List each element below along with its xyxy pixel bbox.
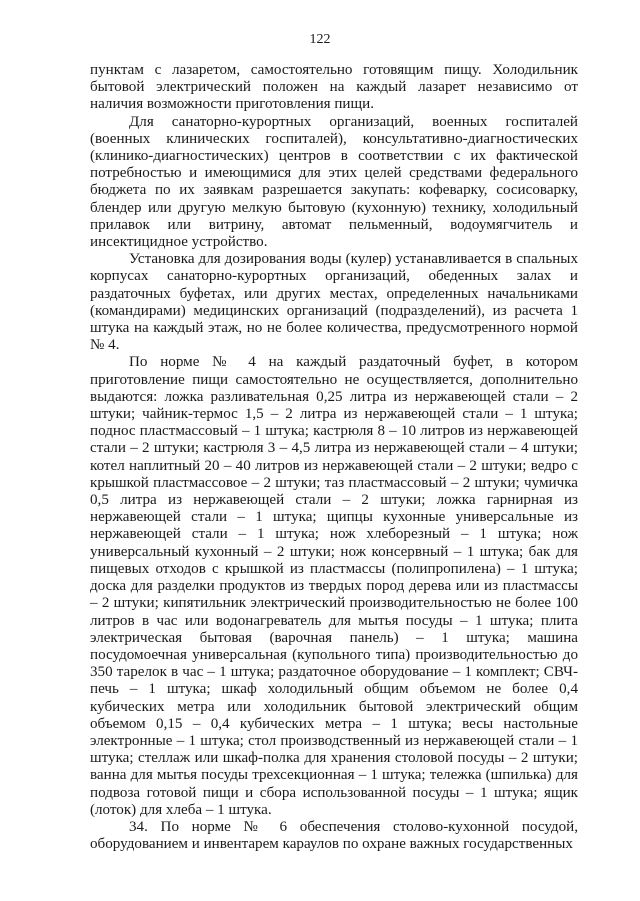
paragraph-continuation: пунктам с лазаретом, самостоятельно готовящим пищу. Холодильник бытовой электрический положен на каждый лазарет независимо от наличия возможности приготовления пищи. bbox=[90, 62, 578, 113]
page-body bbox=[90, 62, 578, 853]
paragraph-norm-4-buffet: По норме № 4 на каждый раздаточный буфет, в котором приготовление пищи самостоятельно не осуществляется, дополнительно выдаются: ложка разливательная 0,25 литра из нержавеющей стали – 2 штуки; чайник-термос 1,5 – 2 литра из нержавеющей стали – 1 штука; поднос пластмассовый – 1 штука; кастрюля 8 – 10 литров из нержавеющей стали – 2 штуки; кастрюля 3 – 4,5 литра из нержавеющей стали – 4 штуки; котел наплитный 20 – 40 литров из нержавеющей стали – 2 штуки; ведро с крышкой пластмассовое – 2 штуки; таз пластмассовый – 2 штуки; чумичка 0,5 литра из нержавеющей стали – 2 штуки; ложка гарнирная из нержавеющей стали – 1 штука; щипцы кухонные универсальные из нержавеющей стали – 1 штука; нож хлеборезный – 1 штука; нож универсальный кухонный – 2 штуки; нож консервный – 1 штука; бак для пищевых отходов с крышкой из пластмассы (полипропилена) – 1 штука; доска для разделки продуктов из твердых пород дерева или из пластмассы – 2 штуки; кипятильник электрический производительностью не более 100 литров в час или водонагреватель для мытья посуды – 1 штука; плита электрическая бытовая (варочная панель) – 1 штука; машина посудомоечная универсальная (купольного типа) производительностью до 350 тарелок в час – 1 штука; раздаточное оборудование – 1 комплект; СВЧ-печь – 1 штука; шкаф холодильный общим объемом не более 0,4 кубических метра или холодильник бытовой электрический общим объемом 0,15 – 0,4 кубических метра – 1 штука; весы настольные электронные – 1 штука; стол производственный из нержавеющей стали – 1 штука; стеллаж или шкаф-полка для хранения столовой посуды – 2 штуки; ванна для мытья посуды трехсекционная – 1 штука; тележка (шпилька) для подвоза готовой пищи и сбора использованной посуды – 1 штука; ящик (лоток) для хлеба – 1 штука. bbox=[90, 354, 578, 818]
paragraph-sanatorium-equipment: Для санаторно-курортных организаций, военных госпиталей (военных клинических госпиталей), консультативно-диагностических (клинико-диагностических) центров в соответствии с их фактической потребностью и имеющимися для этих целей средствами федерального бюджета по их заявкам разрешается закупать: кофеварку, сосисоварку, блендер или другую мелкую бытовую (кухонную) технику, холодильный прилавок или витрину, автомат пельменный, водоумягчитель и инсектицидное устройство. bbox=[90, 113, 578, 251]
paragraph-water-cooler: Установка для дозирования воды (кулер) устанавливается в спальных корпусах санаторно-курортных организаций, обеденных залах и раздаточных буфетах, или других местах, определенных начальниками (командирами) медицинских организаций (подразделений), из расчета 1 штука на каждый этаж, но не более количества, предусмотренного нормой № 4. bbox=[90, 251, 578, 354]
page-number: 122 bbox=[309, 32, 331, 47]
paragraph-item-34: 34. По норме № 6 обеспечения столово-кухонной посудой, оборудованием и инвентарем караулов по охране важных государственных bbox=[90, 818, 578, 853]
